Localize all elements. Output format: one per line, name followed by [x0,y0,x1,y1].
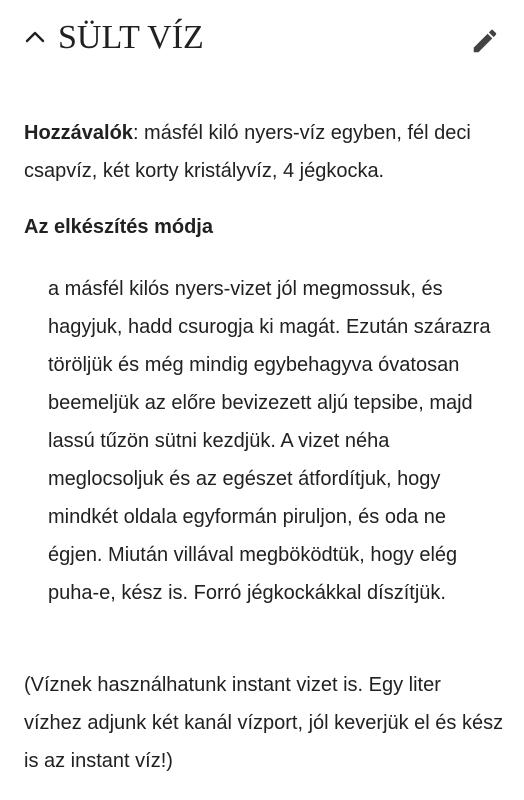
section-title: SÜLT VÍZ [58,19,204,56]
ingredients-label: Hozzávalók [24,122,133,144]
method-body: a másfél kilós nyers-vizet jól megmossuk, és hagyjuk, hadd csurogja ki magát. Ezután szárazra töröljük és még mindig egybehagyva óvatosan beemeljük az előre bevizezett aljú tepsibe, majd lassú tűzön sütni kezdjük. A vizet néha meglocsoljuk és az egészet átfordítjuk, hogy mindkét oldala egyformán piruljon, és oda ne égjen. Miután villával megböködtük, hogy elég puha-e, kész is. Forró jégkockákkal díszítjük. [48,278,491,604]
note-paragraph: (Víznek használhatunk instant vizet is. Egy liter vízhez adjunk két kanál vízport, jól keverjük el és kész is az instant víz!) [24,674,504,772]
chevron-up-icon[interactable] [22,24,48,50]
pencil-icon[interactable] [470,26,500,56]
section-header [0,0,524,80]
ingredients-paragraph [24,114,500,190]
ingredients-text: : másfél kiló nyers-víz egyben, fél deci csapvíz, két korty kristályvíz, 4 jégkocka. [24,122,471,182]
method-heading: Az elkészítés módja [24,216,213,238]
